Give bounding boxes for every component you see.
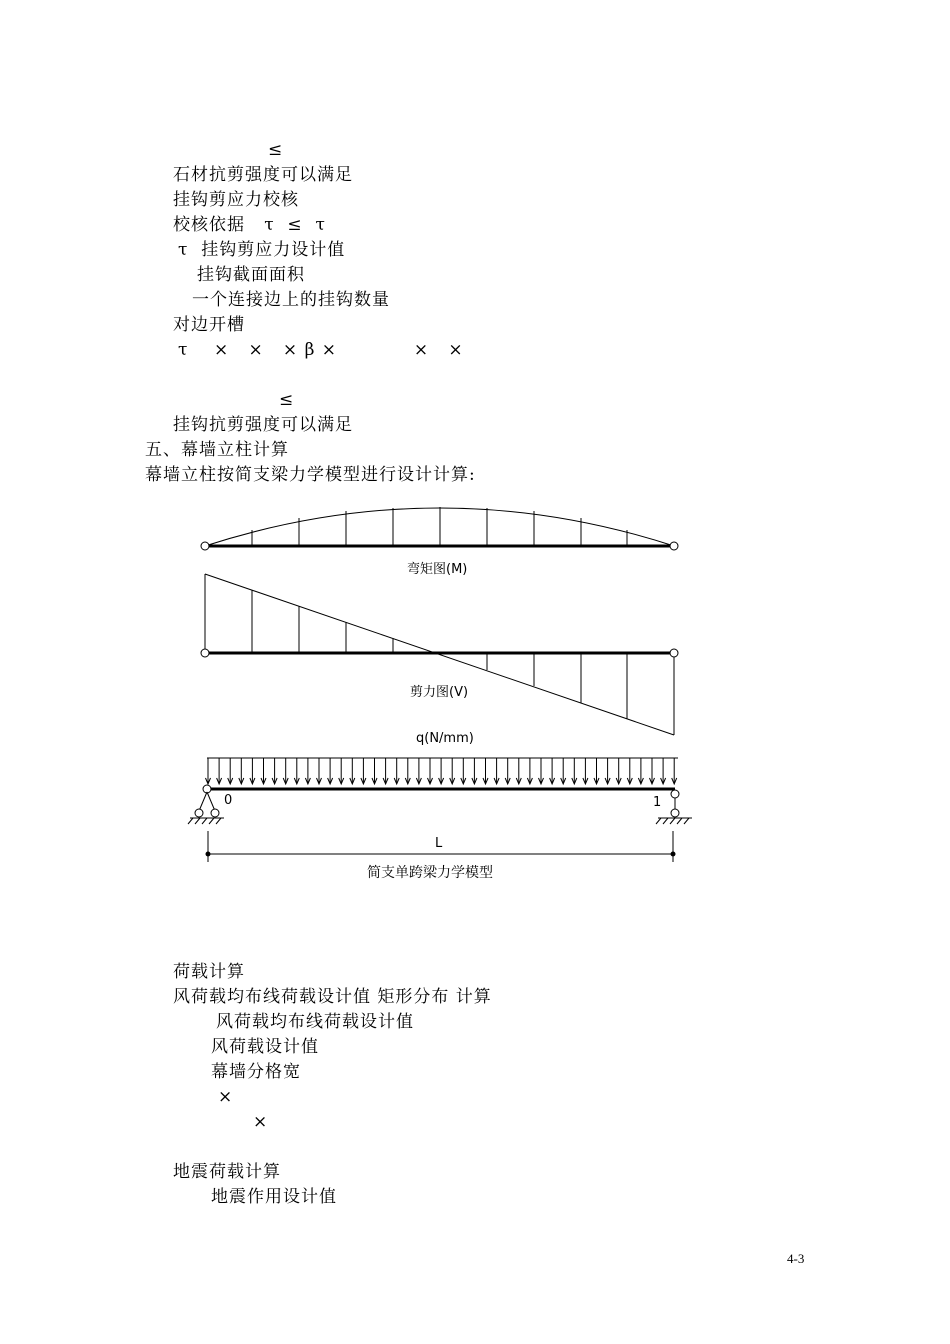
- section-heading: 五、幕墙立柱计算: [145, 440, 289, 460]
- text-line: 对边开槽: [173, 315, 245, 335]
- shear-diagram-label: 剪力图(V): [410, 685, 469, 700]
- load-label: q(N/mm): [416, 731, 474, 746]
- page-number: 4-3: [787, 1251, 805, 1266]
- text-line: 挂钩截面面积: [197, 265, 305, 285]
- text-line: 地震作用设计值: [211, 1187, 337, 1207]
- text-line: 石材抗剪强度可以满足: [173, 165, 353, 185]
- text-line: 地震荷载计算: [173, 1162, 281, 1182]
- times-symbol: ×: [218, 1087, 234, 1107]
- text-line: 风荷载设计值: [211, 1037, 319, 1057]
- distributed-load: [206, 758, 679, 784]
- model-caption: 简支单跨梁力学模型: [367, 865, 493, 881]
- support-right-label: 1: [653, 795, 662, 810]
- leq-symbol: ≤: [268, 140, 284, 160]
- moment-diagram: [201, 507, 678, 550]
- span-label: L: [435, 836, 443, 851]
- right-support: [656, 790, 692, 824]
- moment-diagram-label: 弯矩图(M): [407, 562, 468, 577]
- support-left-label: 0: [224, 793, 233, 808]
- text-line: 风荷载均布线荷载设计值 矩形分布 计算: [173, 987, 492, 1007]
- leq-symbol: ≤: [279, 390, 295, 410]
- text-line: 挂钩剪应力校核: [173, 190, 299, 210]
- text-line: 幕墙立柱按简支梁力学模型进行设计计算:: [145, 465, 476, 485]
- shear-diagram: [201, 574, 678, 735]
- text-line: τ 挂钩剪应力设计值: [178, 240, 346, 260]
- text-line: 一个连接边上的挂钩数量: [192, 290, 390, 310]
- times-symbol: ×: [253, 1112, 269, 1132]
- text-line: 挂钩抗剪强度可以满足: [173, 415, 353, 435]
- text-line: 荷载计算: [173, 962, 245, 982]
- text-line: 幕墙分格宽: [211, 1062, 301, 1082]
- text-line: 风荷载均布线荷载设计值: [216, 1012, 414, 1032]
- formula-line: τ × × × β × × ×: [178, 340, 464, 360]
- text-line: 校核依据 τ ≤ τ: [173, 215, 326, 235]
- left-support: [188, 785, 224, 824]
